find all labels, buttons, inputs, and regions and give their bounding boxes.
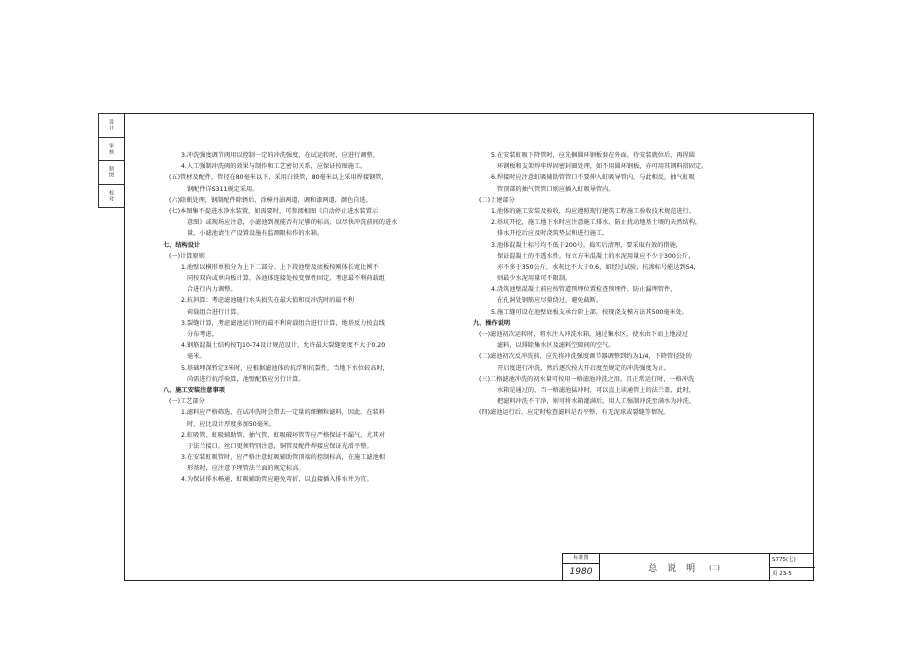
sign-cell: 制图 — [99, 161, 124, 185]
text-line: 合进行内力调整。 — [187, 286, 237, 294]
text-line: (六)除瓶处理，钢制配件除锈后，涂樟丹油两道，调和漆两道，颜色自选。 — [169, 196, 372, 204]
text-line: 水箱是通过的，当一格滤池猛冲时，可以直上读通管上的法兰盖，此时， — [497, 386, 695, 394]
sheet-subtitle: (二) — [709, 565, 720, 572]
title-block — [562, 553, 814, 581]
text-line: 1.池壁以横形单独分为上下二部分。上下段池壁及底板按刚体长宽比例不 — [181, 263, 379, 271]
standard-year: 1980 — [569, 567, 593, 577]
text-line: 分布考虑。 — [187, 331, 218, 338]
text-line: 保证混凝土的不透水性。每立方米混凝土的水泥用量应不少于300公斤， — [497, 252, 695, 260]
text-line: (七)本图集不提进水净水装置，如需要时，可参阅相图《自动停止进水装置示 — [169, 207, 379, 215]
text-line: 5.基础埋深暂定3米时，应根据滤池体的抗浮和抗裂性，当地下水位较高时， — [181, 364, 389, 372]
text-line: 4.人工强制冲洗阀的效果与制作和工艺密切关系，应保证按图施工。 — [181, 163, 367, 171]
text-line: 5.在安装虹吸下降管时，应先捆圆环钢板套在外面，待安装就位后，再捏圆 — [491, 152, 695, 159]
text-line: 1.池体的施工安装及验收，均应遵照现行建筑工程施工验收技术规范进行。 — [491, 207, 695, 215]
text-line: 1.滤料应严格筛选，在试冲洗时会带去一定量的细颗粒滤料，因此，在装料 — [181, 409, 385, 417]
text-line: (二)土建部分 — [479, 196, 515, 204]
text-line: 在孔洞处钢筋应尽量绕过，避免截断。 — [497, 297, 603, 305]
text-line: 3.冲洗强度调节阀用以控制一定的冲洗强度，在试运转时，应进行调整。 — [181, 152, 379, 159]
text-line: 荷载组合进行计算。 — [187, 308, 243, 316]
text-line: 2.基坑开挖，施工地下水时应注意施工排水，防止扰动地基土壤的天然结构， — [491, 219, 702, 227]
text-line: 把滤料冲洗不干净，则可将水箱灌满后，用人工强制冲洗至满水为冲洗。 — [497, 398, 695, 406]
text-line: 管顶部的抽气管管口则应插入虹吸导管内。 — [497, 185, 615, 193]
sheet-number: 页 23-5 — [772, 571, 792, 577]
text-line: (五)管材及配件，管径在80毫米以下，采用白铁管，80毫米以上采用焊接钢管， — [169, 174, 388, 182]
text-line: (三)二格滤池冲洗的初水量可按用一格滤池冲洗之用，且正常运行时，一格冲洗 — [479, 375, 695, 383]
text-line: (一)计算原则 — [169, 252, 205, 260]
text-line: 钢配件详S311规定采用。 — [187, 185, 259, 193]
drawing-code: S775(七) — [769, 554, 815, 568]
standard-label: 标准图 — [563, 554, 599, 564]
sign-cell: 校对 — [108, 189, 114, 202]
text-line: (一)滤池初次运转时，将水注入冲洗水箱，通过集水区，使水由下而上地浸过 — [479, 331, 689, 338]
text-line: 同按双向或单向板计算，各池体连接处按变弹性固定，考虑最不利荷载组 — [187, 275, 385, 283]
code-cell — [769, 554, 815, 581]
text-line: 形基时，应注意予埋管法兰面的规定标高。 — [187, 465, 305, 473]
sign-cell: 审核 — [99, 138, 124, 162]
text-line: 3.池体混凝土标号均不低于200号，捣实后清理，要采取有效的措施， — [491, 241, 682, 249]
signature-strip — [98, 113, 124, 208]
text-line: 2.抗斜算：考虑滤池随行水头损失在最大值和反冲洗时的最不利 — [181, 297, 354, 305]
text-line: 5.施工缝可设在池壁底板支承台阶上部，按现浇支模方法其500毫米处。 — [491, 308, 689, 316]
text-line: 七、结构设计 — [163, 241, 201, 249]
text-line: 3.裂缝计算，考虑滤池运行时的最不利荷载组合进行计算，地基反力按直线 — [181, 319, 385, 327]
sign-cell: 设计 — [99, 114, 124, 138]
text-line: 6.焊接时应注意虹吸辅助管管口不要伸入虹吸导管内，与此相反，抽气虹吸 — [491, 174, 695, 182]
right-text-column — [473, 150, 751, 419]
text-line: 开启度进行冲洗，然后逐次按大开启度至规定的冲洗强度为止。 — [497, 364, 671, 372]
text-line: (二)滤池初次反冲洗前，应先将冲洗强度调节器调整到约为1/4，下降管径处的 — [479, 353, 692, 361]
text-line: 4.为保证排水畅通，虹吸辅助管应避免弯折，以直接插入排水井为宜。 — [181, 476, 373, 484]
text-line: 排水开挖后应及时浇筑垫层和进行施工。 — [497, 230, 609, 238]
text-line: 毫米。 — [187, 353, 206, 361]
text-line: 4.钢筋混凝土结构按TJ10-74设计规范设计，允许最大裂缝宽度不大于0.20 — [181, 342, 386, 350]
text-line: 4.浇筑池壁混凝土前应按管道预埋位置检查预埋件，防止漏埋管件， — [491, 286, 677, 294]
text-line: (一)工艺部分 — [169, 398, 205, 406]
sheet-title-cell — [599, 554, 770, 581]
text-line: 九、操作说明 — [473, 319, 511, 327]
text-line: 于法兰接口，丝口更须特别注意，铜管及配件焊接应保证光滑平整。 — [187, 442, 373, 450]
text-line: 尚需进行抗浮验算，池壁配筋应另行计算。 — [187, 375, 305, 383]
text-line: 2.虹吸管、虹吸辅助管、抽气管、虹吸破坏管等应严格保证不漏气，尤其对 — [181, 431, 385, 439]
text-line: 环钢板和支架焊牢焊固密封圈处理，如不用圆环钢板，亦可用其钢料搭固定。 — [497, 163, 708, 171]
text-line: (四)滤池运行后，应定时检查滤料是否平整，有无泥球或裂缝等情况。 — [479, 409, 670, 417]
sheet-title: 总说明 — [648, 564, 706, 574]
text-line: 意图》或现场应注意，小滤池到视能否有足够的标高，以尽快冲洗前间的进水 — [187, 219, 398, 227]
standard-cell — [563, 554, 600, 581]
text-line: 滤料，以排除集水区及滤料空隙间的空气。 — [497, 342, 615, 350]
left-text-column — [163, 150, 445, 486]
text-line: 3.在安装虹吸管时，应严格注意虹吸辅助管顶端的控制标高，在施工滤池相 — [181, 454, 385, 462]
text-line: 时，应比设计厚度多加50毫米。 — [187, 420, 276, 428]
text-line: 则最少水泥用量可不限制。 — [497, 275, 572, 283]
text-line: 八、施工安装注意事项 — [163, 386, 225, 394]
text-line: 亦不多于350公斤，水灰比不大于0.6，如经过试验，抗渗标号能达到S4， — [497, 263, 700, 271]
text-line: 量，小滤池请生产设置设施有监测限标作的水箱。 — [187, 230, 324, 238]
